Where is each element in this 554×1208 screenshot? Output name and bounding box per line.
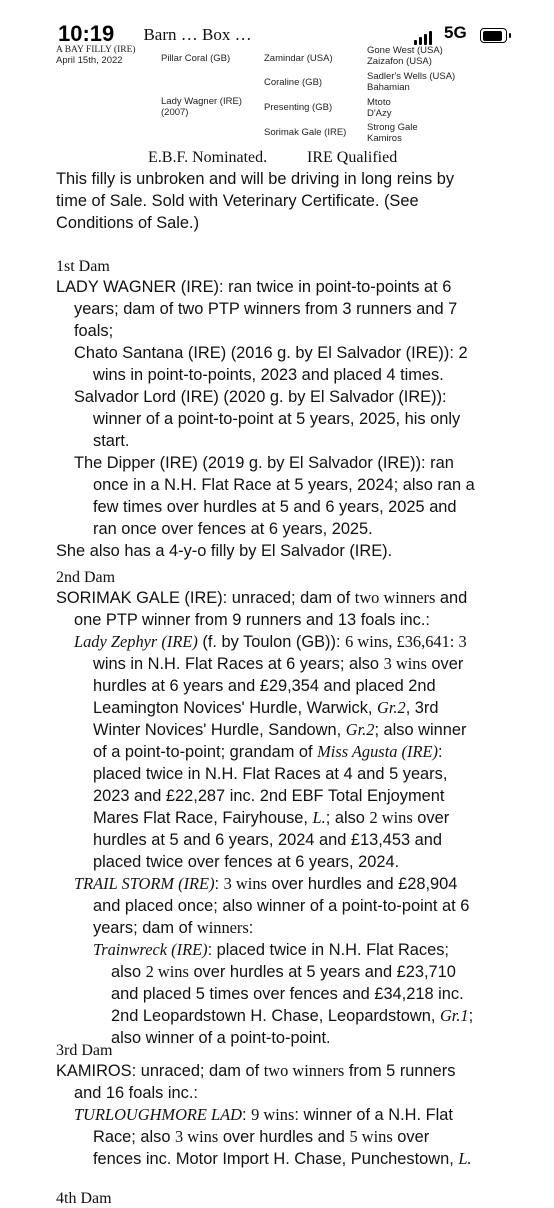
sire-sire-sire: Gone West (USA): [367, 45, 443, 56]
second-dam-line: and placed once; also winner of a point-to-point at 6: [93, 897, 470, 915]
third-dam-heading: 3rd Dam: [56, 1042, 113, 1059]
intro-line: Conditions of Sale.): [56, 214, 200, 232]
second-dam-line: one PTP winner from 9 runners and 13 foals inc.:: [74, 611, 430, 629]
first-dam-line: ran once over fences at 6 years, 2025.: [93, 520, 373, 538]
second-dam-line: hurdles at 6 years and £29,354 and placed 2nd: [93, 677, 436, 695]
second-dam-line: Mares Flat Race, Fairyhouse, L.; also 2 wins over: [93, 808, 450, 827]
first-dam-line: few times over hurdles at 5 and 6 years, 2025 and: [93, 498, 457, 516]
first-dam-line: winner of a point-to-point at 5 years, 2025, his only: [93, 410, 461, 428]
second-dam-line: also 2 wins over hurdles at 5 years and £23,710: [111, 962, 456, 981]
signal-bar: [424, 34, 427, 45]
first-dam-line: Chato Santana (IRE) (2016 g. by El Salvador (IRE)): 2: [74, 344, 468, 362]
dam-dam-dam: Kamiros: [367, 133, 402, 144]
sire-dam-dam: Bahamian: [367, 82, 410, 93]
second-dam-line: and placed 5 times over fences and £34,218 inc.: [111, 985, 464, 1003]
third-dam-line: and 16 foals inc.:: [74, 1084, 198, 1102]
dam-year: (2007): [161, 107, 189, 118]
foaled-date: April 15th, 2022: [56, 55, 123, 66]
battery-tip: [509, 33, 511, 38]
first-dam-line: Salvador Lord (IRE) (2020 g. by El Salvador (IRE)):: [74, 388, 447, 406]
signal-bar: [419, 37, 422, 45]
intro-line: time of Sale. Sold with Veterinary Certificate. (See: [56, 192, 419, 210]
second-dam-line: also winner of a point-to-point.: [111, 1029, 331, 1047]
first-dam-line: LADY WAGNER (IRE): ran twice in point-to-points at 6: [56, 278, 452, 296]
sire-sire-dam: Zaizafon (USA): [367, 56, 432, 67]
first-dam-line: years; dam of two PTP winners from 3 runners and 7: [74, 300, 458, 318]
first-dam-line: start.: [93, 432, 130, 450]
intro-line: This filly is unbroken and will be driving in long reins by: [56, 170, 455, 188]
network-label: 5G: [444, 23, 467, 42]
third-dam-line: TURLOUGHMORE LAD: 9 wins: winner of a N.H. Flat: [74, 1105, 453, 1124]
battery-icon: [480, 28, 507, 43]
horse-name: A BAY FILLY (IRE): [56, 45, 136, 55]
second-dam-line: Trainwreck (IRE): placed twice in N.H. Flat Races;: [93, 940, 449, 959]
first-dam-line: The Dipper (IRE) (2019 g. by El Salvador (IRE)): ran: [74, 454, 454, 472]
sale-header: Barn … Box …: [143, 25, 252, 44]
third-dam-line: fences inc. Motor Import H. Chase, Punchestown, L.: [93, 1149, 472, 1168]
third-dam-line: Race; also 3 wins over hurdles and 5 wins over: [93, 1127, 430, 1146]
second-dam-line: years; dam of winners:: [93, 918, 254, 937]
second-dam-line: Lady Zephyr (IRE) (f. by Toulon (GB)): 6 wins, £36,641: 3: [74, 632, 467, 651]
second-dam-line: placed twice over fences at 6 years, 2024.: [93, 853, 400, 871]
dam-dam: Sorimak Gale (IRE): [264, 127, 347, 138]
second-dam-line: hurdles at 5 and 6 years, 2024 and £13,453 and: [93, 831, 443, 849]
sire-dam: Coraline (GB): [264, 77, 323, 88]
first-dam-line: wins in point-to-points, 2023 and placed 4 times.: [93, 366, 444, 384]
battery-fill: [483, 31, 503, 41]
ebf-nominated: E.B.F. Nominated.: [148, 149, 268, 166]
sire-dam-sire: Sadler's Wells (USA): [367, 71, 456, 82]
second-dam-line: 2nd Leopardstown H. Chase, Leopardstown, Gr.1;: [111, 1006, 474, 1025]
sire: Pillar Coral (GB): [161, 53, 231, 64]
second-dam-line: of a point-to-point; grandam of Miss Agusta (IRE):: [93, 742, 443, 761]
dam-dam-sire: Strong Gale: [367, 122, 418, 133]
second-dam-line: placed twice in N.H. Flat Races at 4 and 5 years,: [93, 765, 448, 783]
second-dam-line: Winter Novices' Hurdle, Sandown, Gr.2; also winner: [93, 720, 467, 739]
second-dam-line: Leamington Novices' Hurdle, Warwick, Gr.2, 3rd: [93, 698, 439, 717]
second-dam-line: wins in N.H. Flat Races at 6 years; also 3 wins over: [93, 654, 464, 673]
dam-sire-sire: Mtoto: [367, 97, 391, 108]
second-dam-line: 2023 and £22,287 inc. 2nd EBF Total Enjoyment: [93, 787, 445, 805]
sire-sire: Zamindar (USA): [264, 53, 333, 64]
dam-sire-dam: D'Azy: [367, 108, 392, 119]
fourth-dam-heading: 4th Dam: [56, 1190, 112, 1207]
third-dam-line: KAMIROS: unraced; dam of two winners from 5 runners: [56, 1061, 456, 1080]
ire-qualified: IRE Qualified: [307, 149, 398, 166]
dam: Lady Wagner (IRE): [161, 96, 242, 107]
second-dam-line: TRAIL STORM (IRE): 3 wins over hurdles and £28,904: [74, 874, 458, 893]
first-dam-heading: 1st Dam: [56, 258, 110, 275]
signal-bar: [429, 31, 432, 45]
first-dam-line: foals;: [74, 322, 114, 340]
second-dam-line: SORIMAK GALE (IRE): unraced; dam of two winners and: [56, 588, 468, 607]
first-dam-line: once in a N.H. Flat Race at 5 years, 2024; also ran a: [93, 476, 475, 494]
dam-sire: Presenting (GB): [264, 102, 333, 113]
second-dam-heading: 2nd Dam: [56, 569, 116, 586]
status-time: 10:19: [58, 21, 115, 46]
first-dam-line: She also has a 4-y-o filly by El Salvador (IRE).: [56, 542, 393, 560]
